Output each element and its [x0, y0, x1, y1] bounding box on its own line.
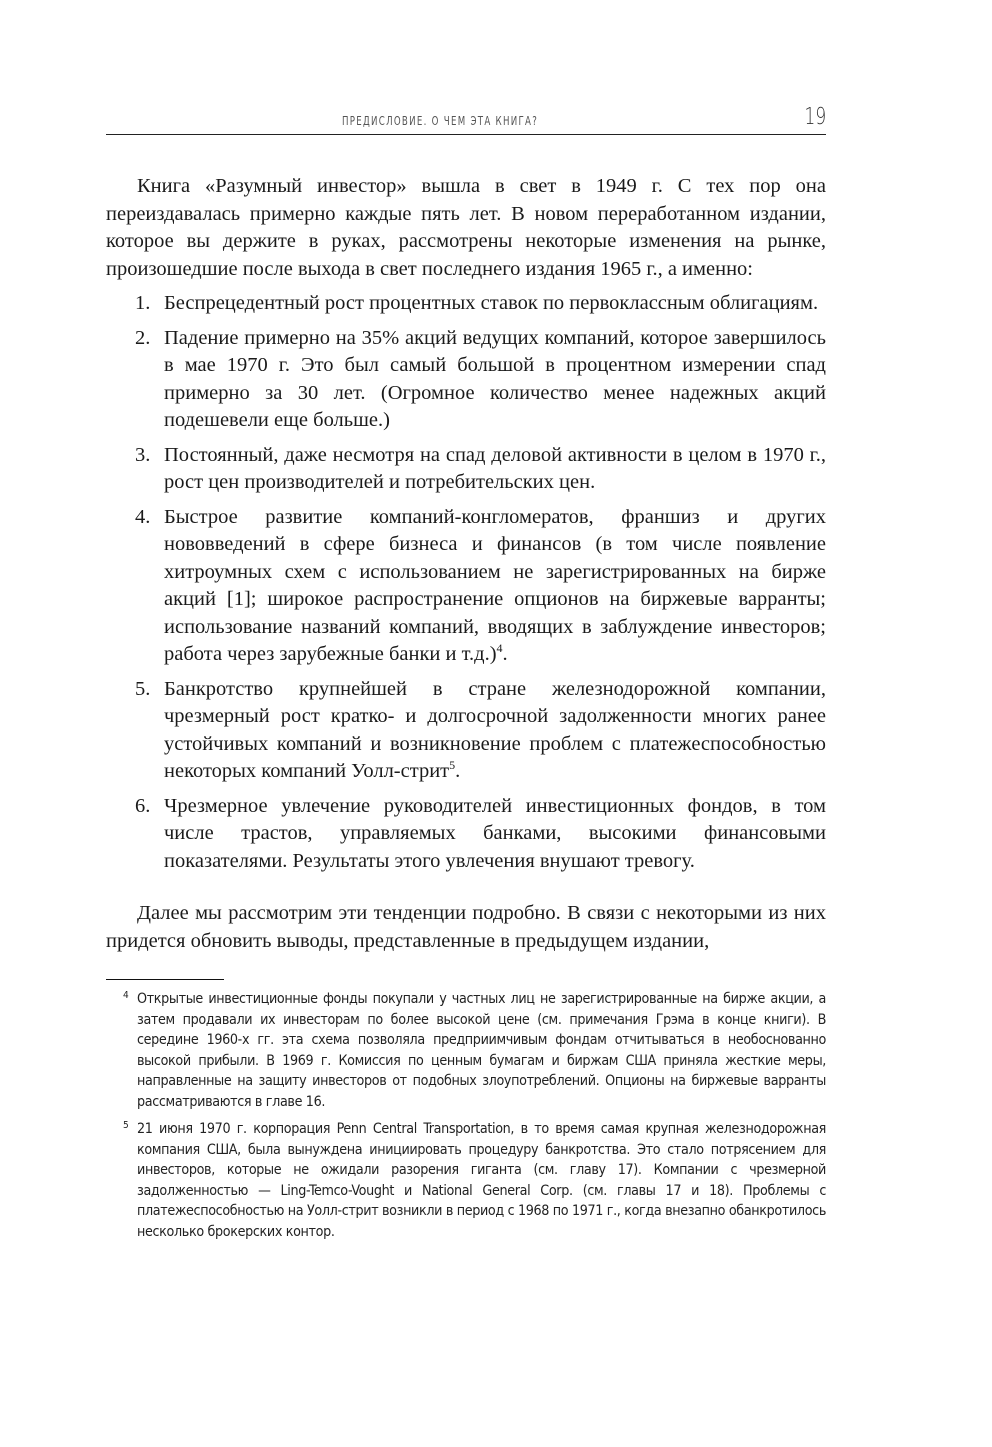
- running-header: [106, 102, 826, 135]
- footnote-text: 21 июня 1970 г. корпорация Penn Central Transportation, в то время самая крупная железнодорожная компания США, была вынуждена инициировать процедуру банкротства. Это стало потрясением для инвесторов, которые не ожидали разорения гиганта (см. главу 17). Компании с чрезмерной задолженностью — Ling-Temco-Vought и National General Corp. (см. главы 17 и 18). Проблемы с платежеспособностью на Уолл-стрит возникли в период с 1968 по 1971 г., когда внезапно обанкротилось несколько брокерских контор.: [137, 1121, 826, 1240]
- list-text: Банкротство крупнейшей в стране железнодорожной компании, чрезмерный рост кратко- и долгосрочной задолженности многих ранее устойчивых компаний и возникновение проблем с платежеспособностью некоторых компаний Уолл-стрит: [164, 677, 826, 782]
- footnote-ref-4[interactable]: 4: [496, 641, 503, 655]
- intro-paragraph: Книга «Разумный инвестор» вышла в свет в 1949 г. С тех пор она переиздавалась примерно каждые пять лет. В новом переработанном издании, которое вы держите в руках, рассмотрены некоторые изменения на рынке, произошедшие после выхода в свет последнего издания 1965 г., а именно:: [106, 175, 826, 280]
- footnote-4: [106, 989, 826, 1112]
- list-text: Беспрецедентный рост процентных ставок по первоклассным облигациям.: [164, 292, 819, 314]
- list-number: 1.: [135, 292, 151, 314]
- list-number: 5.: [135, 677, 151, 700]
- footnote-ref-5[interactable]: 5: [449, 758, 456, 772]
- list-item: [106, 793, 826, 876]
- footnote-text: Открытые инвестиционные фонды покупали у частных лиц не зарегистрированные на бирже акции, а затем продавали их инвесторам по более высокой цене (см. примечания Грэма в конце книги). В середине 1960-х гг. эта схема позволяла предприимчивым фондам отчитываться в необоснованно высокой прибыли. В 1969 г. Комиссия по ценным бумагам и биржам США приняла жесткие меры, направленные на защиту инвесторов от подобных злоупотреблений. Опционы на биржевые варранты рассматриваются в главе 16.: [137, 991, 826, 1110]
- running-title: ПРЕДИСЛОВИЕ. О ЧЕМ ЭТА КНИГА?: [342, 114, 539, 128]
- page-number: 19: [804, 104, 826, 130]
- list-text: Чрезмерное увлечение руководителей инвестиционных фондов, в том числе трастов, управляемых банками, высокими финансовыми показателями. Результаты этого увлечения внушают тревогу.: [164, 794, 826, 872]
- footnote-5: [106, 1119, 826, 1242]
- footnote-divider: [106, 979, 224, 980]
- list-text: Постоянный, даже несмотря на спад деловой активности в целом в 1970 г., рост цен производителей и потребительских цен.: [164, 443, 826, 493]
- list-number: 2.: [135, 326, 151, 349]
- list-number: 6.: [135, 794, 151, 817]
- footnote-mark: 5: [123, 1120, 129, 1131]
- footnotes: [106, 989, 826, 1249]
- list-item: [106, 290, 826, 318]
- footnote-mark: 4: [123, 990, 129, 1001]
- list-text-tail: .: [502, 643, 508, 665]
- changes-list: [106, 290, 826, 882]
- list-text-tail: .: [455, 760, 461, 782]
- list-number: 4.: [135, 505, 151, 528]
- list-item: [106, 442, 826, 497]
- list-item: [106, 676, 826, 786]
- list-text: Быстрое развитие компаний-конгломератов, франшиз и других нововведений в сфере бизнеса и финансов (в том числе появление хитроумных схем с использованием не зарегистрированных на бирже акций [1]; широкое распространение опционов на биржевые варранты; использование названий компаний, вводящих в заблуждение инвесторов; работа через зарубежные банки и т.д.): [164, 505, 826, 665]
- outro-paragraph: Далее мы рассмотрим эти тенденции подробно. В связи с некоторыми из них придется обновить выводы, представленные в предыдущем издании,: [106, 902, 826, 952]
- list-item: [106, 325, 826, 435]
- list-item: [106, 504, 826, 669]
- list-text: Падение примерно на 35% акций ведущих компаний, которое завершилось в мае 1970 г. Это был самый большой в процентном измерении спад примерно за 30 лет. (Огромное количество менее надежных акций подешевели еще больше.): [164, 326, 826, 431]
- list-number: 3.: [135, 443, 151, 466]
